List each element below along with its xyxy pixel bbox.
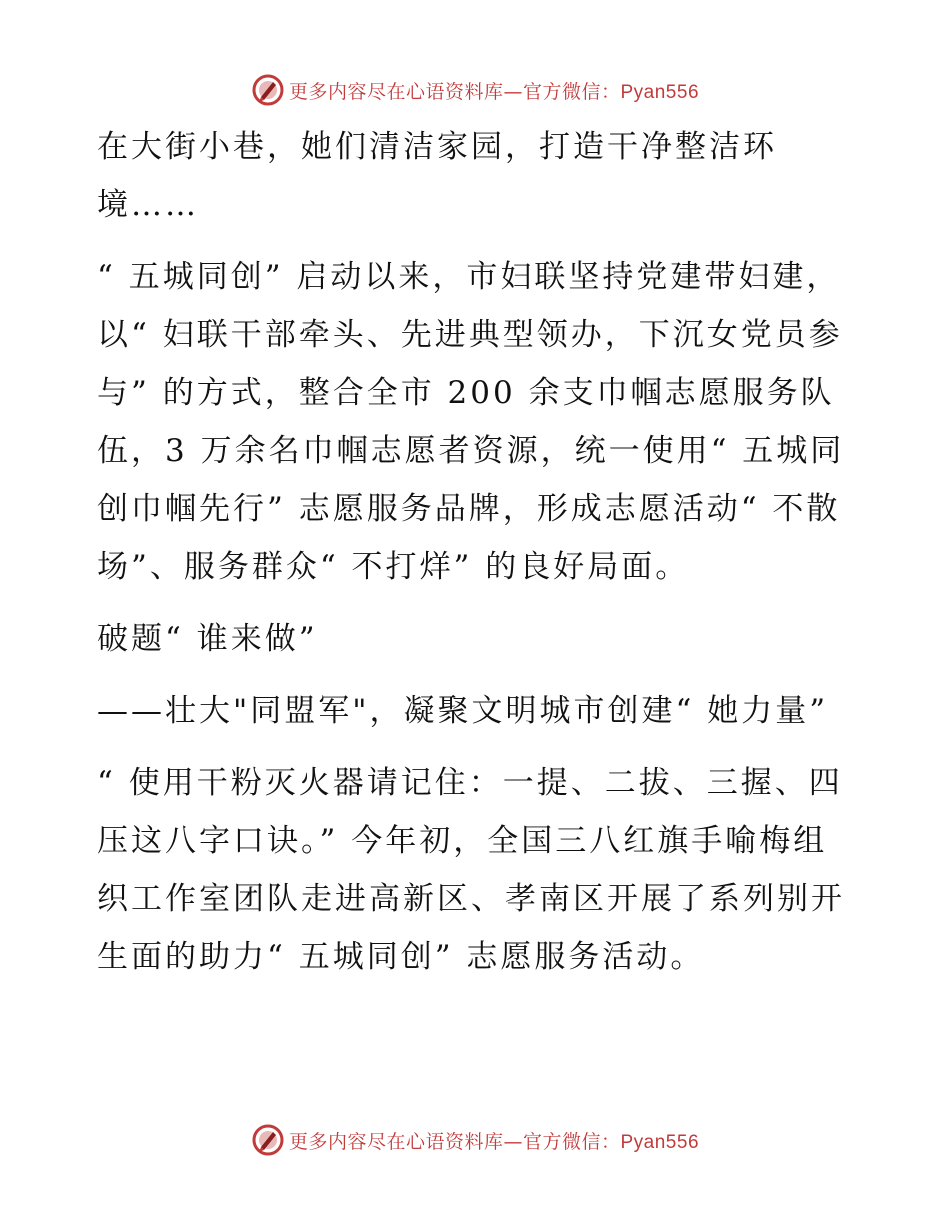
banner-text: 更多内容尽在心语资料库	[288, 1130, 504, 1153]
pen-nib-logo-icon	[251, 73, 285, 107]
banner-wechat-id: Pyan556	[620, 81, 700, 103]
banner-wechat-label: 官方微信：	[522, 1130, 621, 1153]
section-heading: 破题“ 谁来做”	[97, 621, 318, 657]
banner-wechat-id: Pyan556	[620, 1131, 700, 1153]
banner-wechat-label: 官方微信：	[522, 80, 621, 103]
banner-text: 更多内容尽在心语资料库	[288, 80, 504, 103]
pen-nib-logo-icon	[251, 1123, 285, 1157]
paragraph-five-cities: “ 五城同创” 启动以来，市妇联坚持党建带妇建，以“ 妇联干部牵头、先进典型领办，下沉女党员参与” 的方式，整合全市 200 余支巾帼志愿服务队伍，3 万余名巾帼志愿者资源，统一使用“ 五城同创巾帼先行” 志愿服务品牌，形成志愿活动“ 不散场”、服务群众“ 不打烊” 的良好局面。	[97, 259, 845, 585]
paragraph-intro: 在大街小巷，她们清洁家园，打造干净整洁环境……	[97, 129, 777, 223]
footer-banner	[0, 1120, 950, 1160]
section-subheading: ——壮大"同盟军"，凝聚文明城市创建“ 她力量”	[97, 693, 829, 729]
paragraph-fire-extinguisher: “ 使用干粉灭火器请记住：一提、二拔、三握、四压这八字口诀。” 今年初，全国三八红旗手喻梅组织工作室团队走进高新区、孝南区开展了系列别开生面的助力“ 五城同创” 志愿服务活动。	[97, 765, 845, 975]
header-banner	[0, 70, 950, 110]
banner-dash: —	[503, 1130, 523, 1153]
banner-dash: —	[503, 80, 523, 103]
document-body	[97, 118, 857, 986]
